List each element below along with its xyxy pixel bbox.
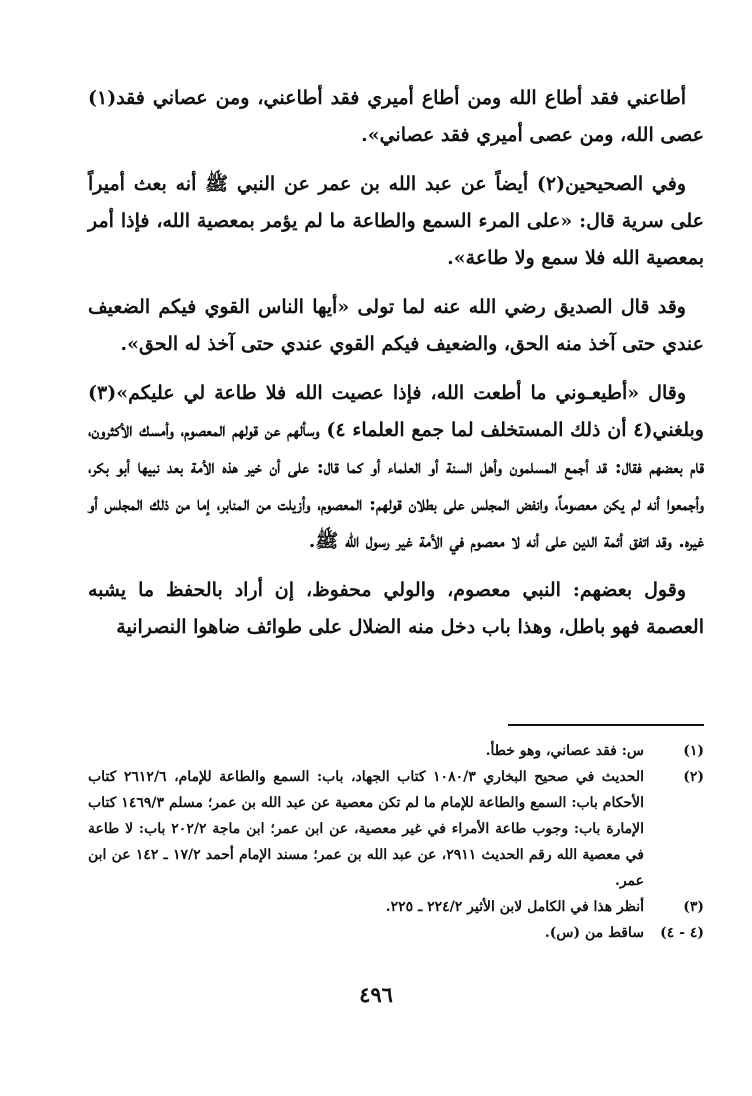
paragraph: وقال «أطيعـوني ما أطعت الله، فإذا عصيت الله فلا طاعة لي عليكم»(٣) وبلغني(٤ أن ذلك المستخلف لما جمع العلماء ٤) وسألهم عن قولهم المعصوم، وأمسك الأكثرون، قام بعضهم فقال: قد أجمع المسلمون وأهل السنة أو العلماء أو كما قال: على أن خير هذه الأمة بعد نبيها أبو بكر، وأجمعوا أنه لم يكن معصوماً، وانفض المجلس على بطلان قولهم: المعصوم، وأزيلت من المنابر، إما من ذلك المجلس أو غيره. وقد اتفق أئمة الدين على أنه لا معصوم في الأمة غير رسول الله ﷺ. xyxy=(88,382,704,552)
footnote xyxy=(88,738,704,764)
main-text xyxy=(88,80,704,658)
paragraph: وقول بعضهم: النبي معصوم، والولي محفوظ، إن أراد بالحفظ ما يشبه العصمة فهو باطل، وهذا باب دخل منه الضلال على طوائف ضاهوا النصرانية xyxy=(88,579,704,638)
footnote-text: س: فقد عصاني، وهو خطأ. xyxy=(485,743,644,759)
paragraph: أطاعني فقد أطاع الله ومن أطاع أميري فقد أطاعني، ومن عصاني فقد(١) عصى الله، ومن عصى أميري فقد عصاني». xyxy=(88,87,704,146)
page-number: ٤٩٦ xyxy=(359,982,393,1007)
footnote-number: (٤ - ٤) xyxy=(660,925,704,941)
footnote xyxy=(88,894,704,920)
footnote-text: الحديث في صحيح البخاري ١٠٨٠/٣ كتاب الجهاد، باب: السمع والطاعة للإمام، ٢٦١٢/٦ كتاب الأحكام باب: السمع والطاعة للإمام ما لم تكن معصية عن عبد الله بن عمر؛ مسلم ١٤٦٩/٣ كتاب الإمارة باب: وجوب طاعة الأمراء في غير معصية، عن ابن عمر؛ ابن ماجة ٢٠٢/٢ باب: لا طاعة في معصية الله رقم الحديث ٢٩١١، عن عبد الله بن عمر؛ مسند الإمام أحمد ١٧/٢ ـ ١٤٢ عن ابن عمر. xyxy=(88,769,644,889)
footnotes xyxy=(88,738,704,946)
paragraph: وقد قال الصديق رضي الله عنه لما تولى «أيها الناس القوي فيكم الضعيف عندي حتى آخذ منه الحق، والضعيف فيكم القوي عندي حتى آخذ له الحق». xyxy=(88,296,704,355)
footnote-text: أنظر هذا في الكامل لابن الأثير ٢٢٤/٢ ـ ٢٢٥. xyxy=(385,899,644,915)
footnote xyxy=(88,764,704,894)
footnote-number: (٣) xyxy=(683,899,704,915)
footnote-number: (١) xyxy=(683,743,704,759)
footnote-text: ساقط من (س). xyxy=(544,925,644,941)
footnote-divider xyxy=(508,724,704,726)
paragraph: وفي الصحيحين(٢) أيضاً عن عبد الله بن عمر عن النبي ﷺ أنه بعث أميراً على سرية قال: «على المرء السمع والطاعة ما لم يؤمر بمعصية الله، فإذا أمر بمعصية الله فلا سمع ولا طاعة». xyxy=(88,173,704,269)
footnote-number: (٢) xyxy=(683,769,704,785)
footnote xyxy=(88,920,704,946)
